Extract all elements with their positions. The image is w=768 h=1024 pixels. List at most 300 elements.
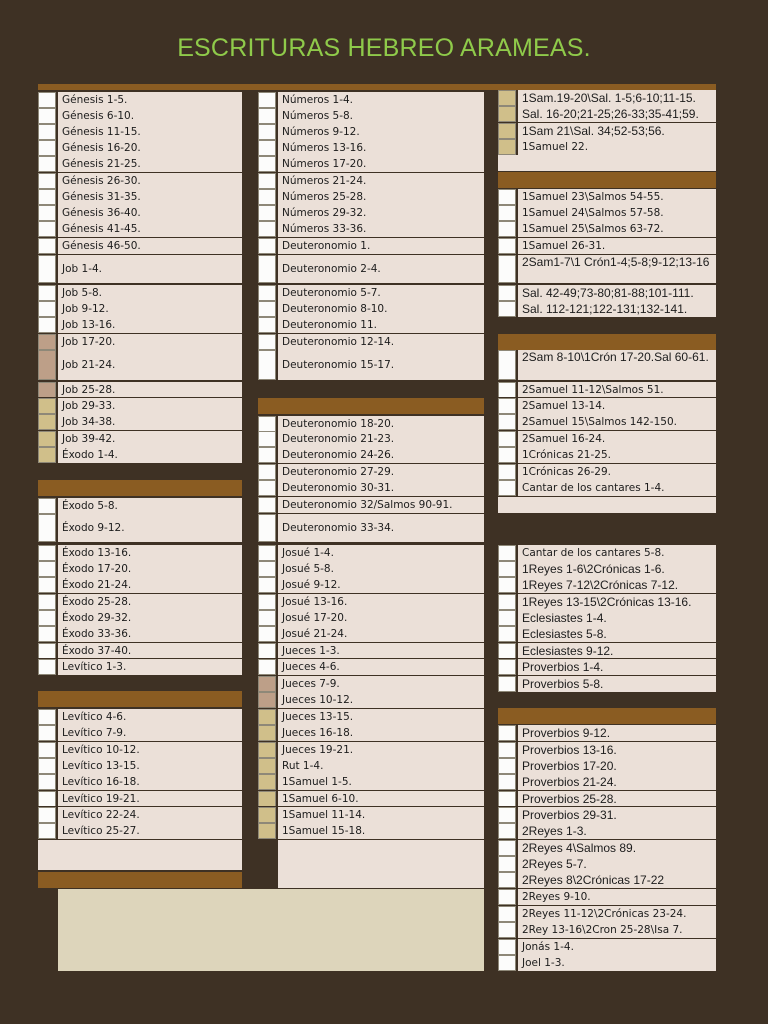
reading-label: 1Samuel 22. bbox=[518, 139, 716, 155]
reading-label: Josué 21-24. bbox=[278, 626, 484, 642]
reading-label: Éxodo 25-28. bbox=[58, 594, 242, 610]
section-band bbox=[38, 872, 242, 888]
reading-label: Éxodo 29-32. bbox=[58, 610, 242, 626]
reading-checkbox[interactable] bbox=[258, 431, 276, 447]
reading-label: Deuteronomio 8-10. bbox=[278, 301, 484, 317]
reading-label: Deuteronomio 32/Salmos 90-91. bbox=[278, 497, 484, 513]
reading-checkbox[interactable] bbox=[38, 643, 56, 659]
list-item bbox=[498, 791, 716, 807]
reading-checkbox[interactable] bbox=[498, 382, 516, 398]
reading-checkbox[interactable] bbox=[258, 497, 276, 513]
list-item bbox=[258, 447, 484, 463]
reading-checkbox[interactable] bbox=[498, 594, 516, 610]
list-item bbox=[258, 514, 484, 542]
reading-checkbox[interactable] bbox=[498, 350, 516, 380]
reading-label: 2Reyes 8\2Crónicas 17-22 bbox=[518, 872, 716, 888]
reading-checkbox[interactable] bbox=[498, 285, 516, 301]
list-item bbox=[38, 285, 242, 301]
reading-label: Josué 1-4. bbox=[278, 545, 484, 561]
reading-checkbox[interactable] bbox=[38, 382, 56, 398]
list-item bbox=[258, 692, 484, 708]
list-item bbox=[38, 626, 242, 642]
reading-label: Josué 13-16. bbox=[278, 594, 484, 610]
reading-checkbox[interactable] bbox=[38, 189, 56, 205]
reading-checkbox[interactable] bbox=[38, 140, 56, 156]
list-item bbox=[258, 643, 484, 659]
reading-label: Job 29-33. bbox=[58, 398, 242, 414]
reading-checkbox[interactable] bbox=[258, 156, 276, 172]
reading-checkbox[interactable] bbox=[498, 577, 516, 593]
list-item bbox=[38, 774, 242, 790]
list-item bbox=[258, 626, 484, 642]
reading-checkbox[interactable] bbox=[258, 334, 276, 350]
list-item bbox=[258, 285, 484, 301]
reading-checkbox[interactable] bbox=[498, 955, 516, 971]
list-item bbox=[258, 545, 484, 561]
reading-checkbox[interactable] bbox=[498, 106, 516, 122]
reading-checkbox[interactable] bbox=[498, 139, 516, 155]
reading-label: Génesis 11-15. bbox=[58, 124, 242, 140]
reading-label: Génesis 31-35. bbox=[58, 189, 242, 205]
list-item bbox=[38, 221, 242, 237]
list-item bbox=[258, 334, 484, 350]
reading-label: Deuteronomio 12-14. bbox=[278, 334, 484, 350]
reading-label: 2Samuel 16-24. bbox=[518, 431, 716, 447]
list-item bbox=[498, 90, 716, 106]
reading-checkbox[interactable] bbox=[38, 807, 56, 823]
reading-checkbox[interactable] bbox=[38, 561, 56, 577]
reading-checkbox[interactable] bbox=[38, 398, 56, 414]
list-item bbox=[38, 238, 242, 254]
list-item bbox=[38, 255, 242, 283]
list-item bbox=[38, 334, 242, 350]
reading-label: Éxodo 9-12. bbox=[58, 514, 242, 542]
reading-label: Eclesiastes 5-8. bbox=[518, 626, 716, 642]
reading-label: Eclesiastes 1-4. bbox=[518, 610, 716, 626]
list-item bbox=[498, 221, 716, 237]
reading-checkbox[interactable] bbox=[258, 709, 276, 725]
list-item bbox=[498, 742, 716, 758]
reading-checkbox[interactable] bbox=[38, 205, 56, 221]
reading-checkbox[interactable] bbox=[498, 939, 516, 955]
reading-checkbox[interactable] bbox=[38, 659, 56, 675]
list-item bbox=[498, 255, 716, 283]
empty-cell bbox=[498, 155, 716, 171]
list-item bbox=[498, 238, 716, 254]
reading-checkbox[interactable] bbox=[38, 285, 56, 301]
reading-label: 1Samuel 26-31. bbox=[518, 238, 716, 254]
reading-checkbox[interactable] bbox=[498, 480, 516, 496]
reading-label: Job 34-38. bbox=[58, 414, 242, 430]
reading-checkbox[interactable] bbox=[258, 577, 276, 593]
reading-checkbox[interactable] bbox=[258, 692, 276, 708]
list-item bbox=[258, 676, 484, 692]
reading-checkbox[interactable] bbox=[498, 643, 516, 659]
reading-checkbox[interactable] bbox=[498, 301, 516, 317]
reading-checkbox[interactable] bbox=[38, 301, 56, 317]
list-item bbox=[258, 464, 484, 480]
list-item bbox=[258, 301, 484, 317]
reading-checkbox[interactable] bbox=[498, 255, 516, 283]
section-band bbox=[258, 398, 484, 414]
reading-checkbox[interactable] bbox=[258, 92, 276, 108]
reading-label: 1Samuel 6-10. bbox=[278, 791, 484, 807]
reading-checkbox[interactable] bbox=[38, 317, 56, 333]
reading-label: Levítico 10-12. bbox=[58, 742, 242, 758]
reading-checkbox[interactable] bbox=[258, 350, 276, 380]
reading-label: Jueces 7-9. bbox=[278, 676, 484, 692]
list-item bbox=[258, 108, 484, 124]
reading-checkbox[interactable] bbox=[258, 108, 276, 124]
reading-label: Números 13-16. bbox=[278, 140, 484, 156]
list-item bbox=[498, 594, 716, 610]
reading-label: 1Samuel 11-14. bbox=[278, 807, 484, 823]
reading-checkbox[interactable] bbox=[258, 317, 276, 333]
reading-checkbox[interactable] bbox=[498, 90, 516, 106]
list-item bbox=[38, 659, 242, 675]
reading-label: Levítico 4-6. bbox=[58, 709, 242, 725]
reading-checkbox[interactable] bbox=[258, 742, 276, 758]
reading-checkbox[interactable] bbox=[258, 124, 276, 140]
reading-label: Proverbios 25-28. bbox=[518, 791, 716, 807]
list-item bbox=[258, 725, 484, 741]
list-item bbox=[498, 955, 716, 971]
reading-checkbox[interactable] bbox=[258, 285, 276, 301]
reading-checkbox[interactable] bbox=[38, 823, 56, 839]
list-item bbox=[498, 139, 716, 155]
reading-checkbox[interactable] bbox=[498, 238, 516, 254]
list-item bbox=[498, 626, 716, 642]
reading-label: Job 1-4. bbox=[58, 255, 242, 283]
reading-checkbox[interactable] bbox=[498, 189, 516, 205]
reading-label: Proverbios 1-4. bbox=[518, 659, 716, 675]
reading-label: Deuteronomio 5-7. bbox=[278, 285, 484, 301]
reading-checkbox[interactable] bbox=[38, 709, 56, 725]
reading-checkbox[interactable] bbox=[38, 350, 56, 380]
reading-checkbox[interactable] bbox=[38, 742, 56, 758]
reading-label: Levítico 19-21. bbox=[58, 791, 242, 807]
reading-checkbox[interactable] bbox=[498, 205, 516, 221]
reading-checkbox[interactable] bbox=[498, 840, 516, 856]
list-item bbox=[38, 561, 242, 577]
reading-label: Deuteronomio 27-29. bbox=[278, 464, 484, 480]
list-item bbox=[498, 676, 716, 692]
reading-label: Proverbios 5-8. bbox=[518, 676, 716, 692]
reading-label: Sal. 112-121;122-131;132-141. bbox=[518, 301, 716, 317]
empty-cell bbox=[38, 840, 242, 870]
reading-checkbox[interactable] bbox=[498, 561, 516, 577]
reading-checkbox[interactable] bbox=[38, 431, 56, 447]
reading-label: Josué 5-8. bbox=[278, 561, 484, 577]
reading-checkbox[interactable] bbox=[38, 610, 56, 626]
reading-checkbox[interactable] bbox=[498, 398, 516, 414]
list-item bbox=[498, 939, 716, 955]
reading-label: Números 17-20. bbox=[278, 156, 484, 172]
reading-label: Números 5-8. bbox=[278, 108, 484, 124]
reading-label: Números 33-36. bbox=[278, 221, 484, 237]
reading-checkbox[interactable] bbox=[258, 725, 276, 741]
list-item bbox=[38, 156, 242, 172]
list-item bbox=[498, 725, 716, 741]
list-item bbox=[258, 774, 484, 790]
reading-checkbox[interactable] bbox=[258, 447, 276, 463]
reading-checkbox[interactable] bbox=[38, 414, 56, 430]
list-item bbox=[258, 431, 484, 447]
reading-label: Éxodo 17-20. bbox=[58, 561, 242, 577]
reading-label: Deuteronomio 33-34. bbox=[278, 514, 484, 542]
list-item bbox=[498, 398, 716, 414]
reading-checkbox[interactable] bbox=[38, 124, 56, 140]
reading-label: 1Sam 21\Sal. 34;52-53;56. bbox=[518, 123, 716, 139]
reading-checkbox[interactable] bbox=[38, 594, 56, 610]
reading-label: Números 25-28. bbox=[278, 189, 484, 205]
list-item bbox=[498, 872, 716, 888]
reading-label: Jueces 16-18. bbox=[278, 725, 484, 741]
reading-checkbox[interactable] bbox=[498, 774, 516, 790]
list-item bbox=[38, 545, 242, 561]
reading-checkbox[interactable] bbox=[498, 221, 516, 237]
reading-checkbox[interactable] bbox=[38, 545, 56, 561]
list-item bbox=[38, 447, 242, 463]
reading-label: Éxodo 33-36. bbox=[58, 626, 242, 642]
reading-label: Levítico 7-9. bbox=[58, 725, 242, 741]
reading-checkbox[interactable] bbox=[38, 92, 56, 108]
reading-checkbox[interactable] bbox=[38, 255, 56, 283]
list-item bbox=[258, 709, 484, 725]
reading-label: Éxodo 5-8. bbox=[58, 498, 242, 514]
reading-checkbox[interactable] bbox=[38, 498, 56, 514]
reading-checkbox[interactable] bbox=[38, 774, 56, 790]
reading-label: Proverbios 17-20. bbox=[518, 758, 716, 774]
list-item bbox=[258, 156, 484, 172]
reading-checkbox[interactable] bbox=[258, 594, 276, 610]
reading-checkbox[interactable] bbox=[498, 431, 516, 447]
reading-checkbox[interactable] bbox=[498, 807, 516, 823]
reading-label: 2Reyes 9-10. bbox=[518, 889, 716, 905]
section-band bbox=[38, 480, 242, 496]
reading-label: Jueces 1-3. bbox=[278, 643, 484, 659]
reading-checkbox[interactable] bbox=[498, 906, 516, 922]
reading-checkbox[interactable] bbox=[258, 545, 276, 561]
reading-checkbox[interactable] bbox=[38, 626, 56, 642]
reading-checkbox[interactable] bbox=[258, 464, 276, 480]
reading-checkbox[interactable] bbox=[258, 561, 276, 577]
reading-checkbox[interactable] bbox=[258, 626, 276, 642]
reading-checkbox[interactable] bbox=[498, 872, 516, 888]
reading-label: Deuteronomio 11. bbox=[278, 317, 484, 333]
reading-checkbox[interactable] bbox=[258, 238, 276, 254]
reading-label: Proverbios 29-31. bbox=[518, 807, 716, 823]
reading-checkbox[interactable] bbox=[498, 758, 516, 774]
list-item bbox=[498, 545, 716, 561]
list-item bbox=[38, 514, 242, 542]
reading-label: Sal. 16-20;21-25;26-33;35-41;59. bbox=[518, 106, 716, 122]
list-item bbox=[498, 189, 716, 205]
reading-checkbox[interactable] bbox=[38, 238, 56, 254]
list-item bbox=[498, 382, 716, 398]
list-item bbox=[38, 414, 242, 430]
reading-label: Joel 1-3. bbox=[518, 955, 716, 971]
list-item bbox=[258, 140, 484, 156]
reading-checkbox[interactable] bbox=[258, 189, 276, 205]
reading-checkbox[interactable] bbox=[258, 774, 276, 790]
reading-checkbox[interactable] bbox=[258, 221, 276, 237]
list-item bbox=[258, 124, 484, 140]
reading-label: 1Reyes 1-6\2Crónicas 1-6. bbox=[518, 561, 716, 577]
reading-checkbox[interactable] bbox=[498, 545, 516, 561]
list-item bbox=[498, 823, 716, 839]
list-item bbox=[498, 643, 716, 659]
list-item bbox=[258, 317, 484, 333]
reading-checkbox[interactable] bbox=[258, 758, 276, 774]
list-item bbox=[258, 238, 484, 254]
reading-label: Números 1-4. bbox=[278, 92, 484, 108]
reading-label: 2Samuel 15\Salmos 142-150. bbox=[518, 414, 716, 430]
reading-checkbox[interactable] bbox=[498, 659, 516, 675]
section-band bbox=[498, 172, 716, 188]
reading-label: Levítico 22-24. bbox=[58, 807, 242, 823]
reading-checkbox[interactable] bbox=[498, 464, 516, 480]
reading-checkbox[interactable] bbox=[498, 610, 516, 626]
reading-checkbox[interactable] bbox=[38, 791, 56, 807]
list-item bbox=[38, 823, 242, 839]
reading-label: Génesis 41-45. bbox=[58, 221, 242, 237]
list-item bbox=[498, 464, 716, 480]
reading-label: Job 5-8. bbox=[58, 285, 242, 301]
reading-checkbox[interactable] bbox=[498, 414, 516, 430]
reading-checkbox[interactable] bbox=[38, 447, 56, 463]
reading-checkbox[interactable] bbox=[258, 514, 276, 542]
divider bbox=[38, 658, 716, 659]
list-item bbox=[38, 92, 242, 108]
list-item bbox=[38, 577, 242, 593]
list-item bbox=[258, 742, 484, 758]
list-item bbox=[38, 301, 242, 317]
reading-label: 1Reyes 13-15\2Crónicas 13-16. bbox=[518, 594, 716, 610]
reading-checkbox[interactable] bbox=[258, 823, 276, 839]
list-item bbox=[38, 124, 242, 140]
reading-checkbox[interactable] bbox=[38, 334, 56, 350]
list-item bbox=[498, 106, 716, 122]
reading-checkbox[interactable] bbox=[258, 676, 276, 692]
reading-label: Levítico 25-27. bbox=[58, 823, 242, 839]
list-item bbox=[498, 350, 716, 380]
list-item bbox=[258, 497, 484, 513]
list-item bbox=[38, 610, 242, 626]
list-item bbox=[38, 189, 242, 205]
reading-label: Job 21-24. bbox=[58, 350, 242, 380]
reading-checkbox[interactable] bbox=[258, 173, 276, 189]
reading-checkbox[interactable] bbox=[498, 791, 516, 807]
reading-label: Job 25-28. bbox=[58, 382, 242, 398]
list-item bbox=[38, 382, 242, 398]
reading-checkbox[interactable] bbox=[38, 156, 56, 172]
list-item bbox=[258, 758, 484, 774]
reading-checkbox[interactable] bbox=[38, 108, 56, 124]
list-item bbox=[38, 807, 242, 823]
reading-label: Josué 17-20. bbox=[278, 610, 484, 626]
reading-label: 1Samuel 25\Salmos 63-72. bbox=[518, 221, 716, 237]
reading-checkbox[interactable] bbox=[258, 301, 276, 317]
list-item bbox=[258, 255, 484, 283]
reading-checkbox[interactable] bbox=[38, 577, 56, 593]
reading-label: 1Samuel 1-5. bbox=[278, 774, 484, 790]
reading-checkbox[interactable] bbox=[498, 626, 516, 642]
reading-label: 1Samuel 24\Salmos 57-58. bbox=[518, 205, 716, 221]
reading-checkbox[interactable] bbox=[498, 676, 516, 692]
reading-checkbox[interactable] bbox=[498, 725, 516, 741]
section-band bbox=[498, 334, 716, 350]
reading-label: 1Sam.19-20\Sal. 1-5;6-10;11-15. bbox=[518, 90, 716, 106]
page-title: ESCRITURAS HEBREO ARAMEAS. bbox=[177, 34, 591, 62]
list-item bbox=[258, 823, 484, 839]
list-item bbox=[258, 189, 484, 205]
reading-checkbox[interactable] bbox=[498, 123, 516, 139]
reading-checkbox[interactable] bbox=[498, 823, 516, 839]
list-item bbox=[258, 92, 484, 108]
reading-label: Números 9-12. bbox=[278, 124, 484, 140]
reading-checkbox[interactable] bbox=[498, 856, 516, 872]
reading-checkbox[interactable] bbox=[258, 416, 276, 432]
reading-checkbox[interactable] bbox=[258, 140, 276, 156]
reading-label: Génesis 16-20. bbox=[58, 140, 242, 156]
reading-checkbox[interactable] bbox=[258, 659, 276, 675]
list-item bbox=[498, 922, 716, 938]
list-item bbox=[38, 140, 242, 156]
list-item bbox=[258, 807, 484, 823]
list-item bbox=[258, 221, 484, 237]
reading-checkbox[interactable] bbox=[498, 742, 516, 758]
reading-checkbox[interactable] bbox=[498, 922, 516, 938]
reading-label: Proverbios 9-12. bbox=[518, 725, 716, 741]
reading-label: 2Reyes 5-7. bbox=[518, 856, 716, 872]
reading-label: Jueces 4-6. bbox=[278, 659, 484, 675]
reading-checkbox[interactable] bbox=[258, 807, 276, 823]
reading-label: 1Reyes 7-12\2Crónicas 7-12. bbox=[518, 577, 716, 593]
reading-checkbox[interactable] bbox=[38, 514, 56, 542]
reading-checkbox[interactable] bbox=[498, 447, 516, 463]
list-item bbox=[498, 906, 716, 922]
list-item bbox=[498, 285, 716, 301]
reading-label: Josué 9-12. bbox=[278, 577, 484, 593]
reading-label: Job 17-20. bbox=[58, 334, 242, 350]
list-item bbox=[258, 205, 484, 221]
reading-checkbox[interactable] bbox=[38, 221, 56, 237]
list-item bbox=[498, 431, 716, 447]
reading-checkbox[interactable] bbox=[38, 758, 56, 774]
reading-checkbox[interactable] bbox=[258, 255, 276, 283]
reading-checkbox[interactable] bbox=[258, 643, 276, 659]
list-item bbox=[38, 594, 242, 610]
reading-label: Levítico 13-15. bbox=[58, 758, 242, 774]
reading-checkbox[interactable] bbox=[258, 791, 276, 807]
divider bbox=[38, 463, 716, 464]
reading-checkbox[interactable] bbox=[258, 480, 276, 496]
list-item bbox=[38, 498, 242, 514]
reading-label: Génesis 26-30. bbox=[58, 173, 242, 189]
reading-checkbox[interactable] bbox=[38, 173, 56, 189]
reading-label: 1Crónicas 26-29. bbox=[518, 464, 716, 480]
reading-label: Eclesiastes 9-12. bbox=[518, 643, 716, 659]
list-item bbox=[498, 889, 716, 905]
list-item bbox=[258, 659, 484, 675]
reading-label: 2Reyes 11-12\2Crónicas 23-24. bbox=[518, 906, 716, 922]
reading-checkbox[interactable] bbox=[258, 610, 276, 626]
reading-checkbox[interactable] bbox=[498, 889, 516, 905]
reading-checkbox[interactable] bbox=[38, 725, 56, 741]
list-item bbox=[498, 577, 716, 593]
reading-checkbox[interactable] bbox=[258, 205, 276, 221]
